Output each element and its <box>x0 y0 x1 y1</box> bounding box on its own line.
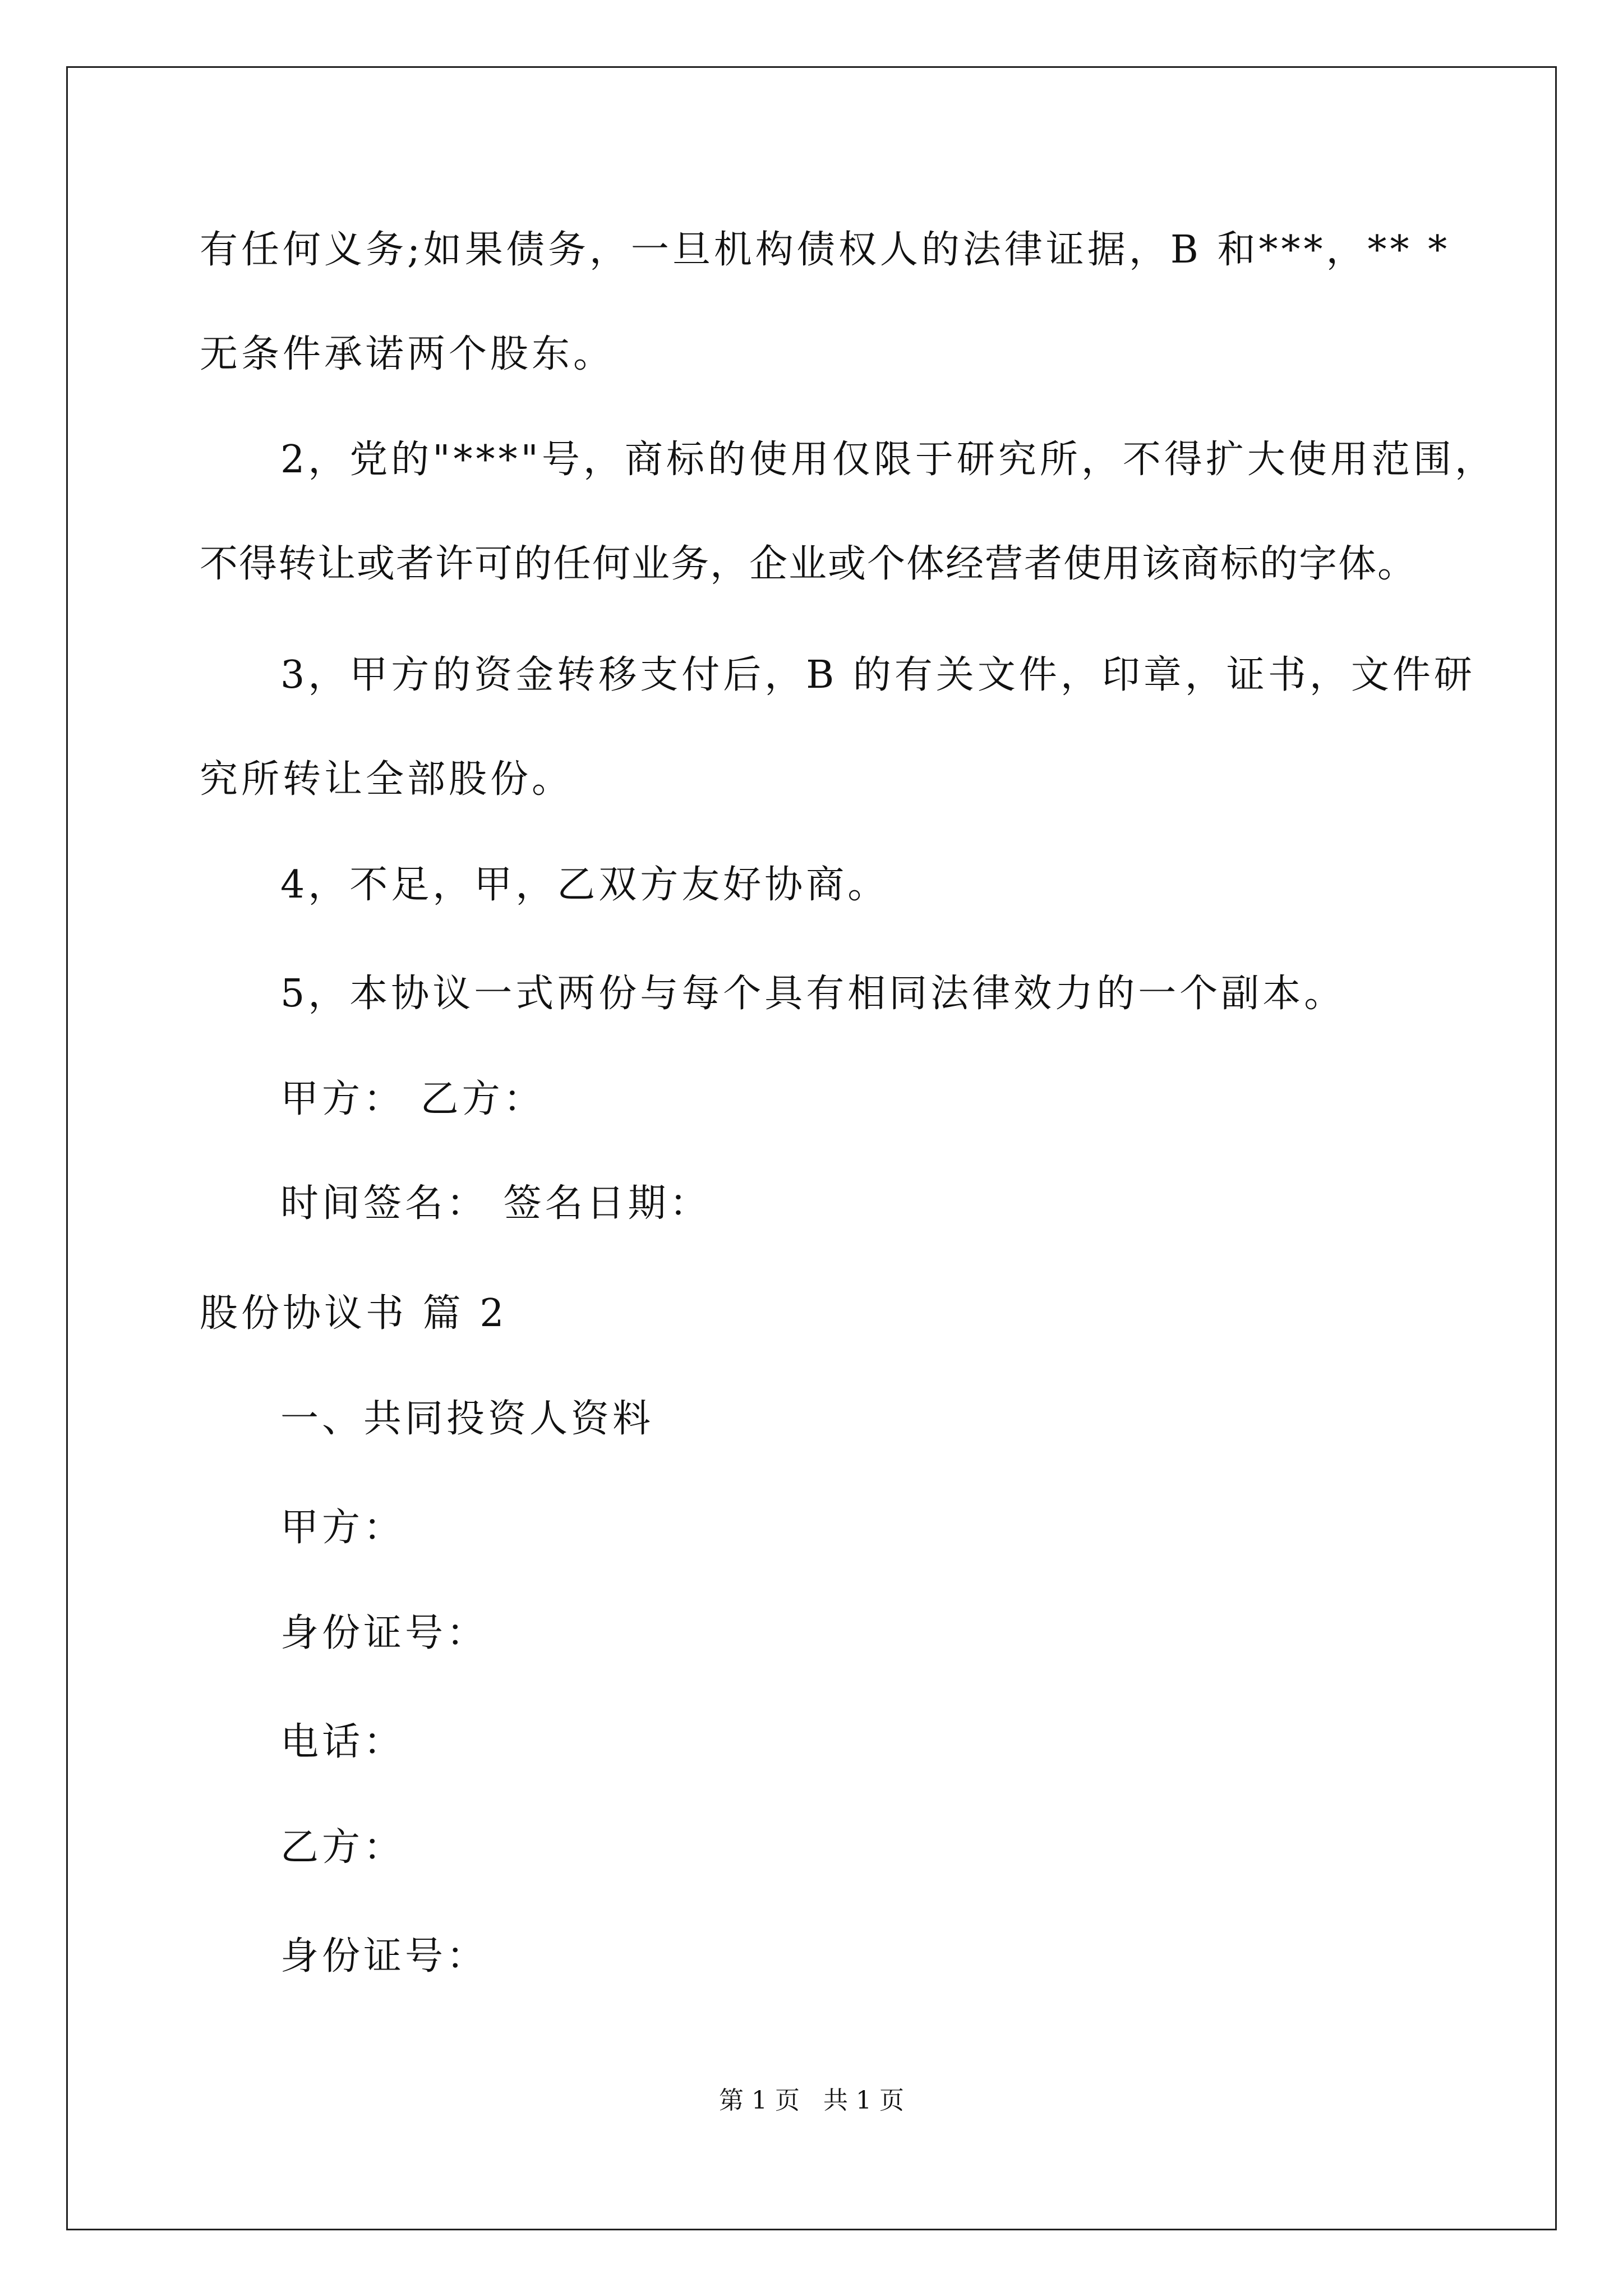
clause-5-line: 5，本协议一式两份与每个具有相同法律效力的一个副本。 <box>280 972 1346 1016</box>
page-border <box>66 66 1557 2230</box>
signature-parties-line: 甲方： 乙方： <box>280 1077 545 1121</box>
party-a-id-label: 身份证号： <box>280 1611 488 1655</box>
clause-3-line-2: 究所转让全部股份。 <box>200 757 574 802</box>
body-line-1: 有任何义务;如果债务，一旦机构债权人的法律证据，B 和***，** * <box>200 228 1451 272</box>
body-line-2: 无条件承诺两个股东。 <box>200 332 615 376</box>
party-a-label: 甲方： <box>280 1506 405 1550</box>
party-b-label: 乙方： <box>280 1825 405 1870</box>
party-a-phone-label: 电话： <box>280 1720 405 1764</box>
subsection-heading: 一、共同投资人资料 <box>280 1397 654 1441</box>
clause-3-line-1: 3，甲方的资金转移支付后，B 的有关文件，印章，证书，文件研 <box>280 653 1476 697</box>
clause-2-line-2: 不得转让或者许可的任何业务，企业或个体经营者使用该商标的字体。 <box>200 542 1417 586</box>
clause-4-line: 4，不足，甲，乙双方友好协商。 <box>280 863 889 907</box>
party-b-id-label: 身份证号： <box>280 1934 488 1978</box>
clause-2-line-1: 2，党的"***"号，商标的使用仅限于研究所，不得扩大使用范围， <box>280 438 1496 482</box>
page-footer: 第 1 页 共 1 页 <box>719 2086 904 2115</box>
section-heading: 股份协议书 篇 2 <box>200 1291 508 1336</box>
signature-date-line: 时间签名： 签名日期： <box>280 1181 711 1226</box>
